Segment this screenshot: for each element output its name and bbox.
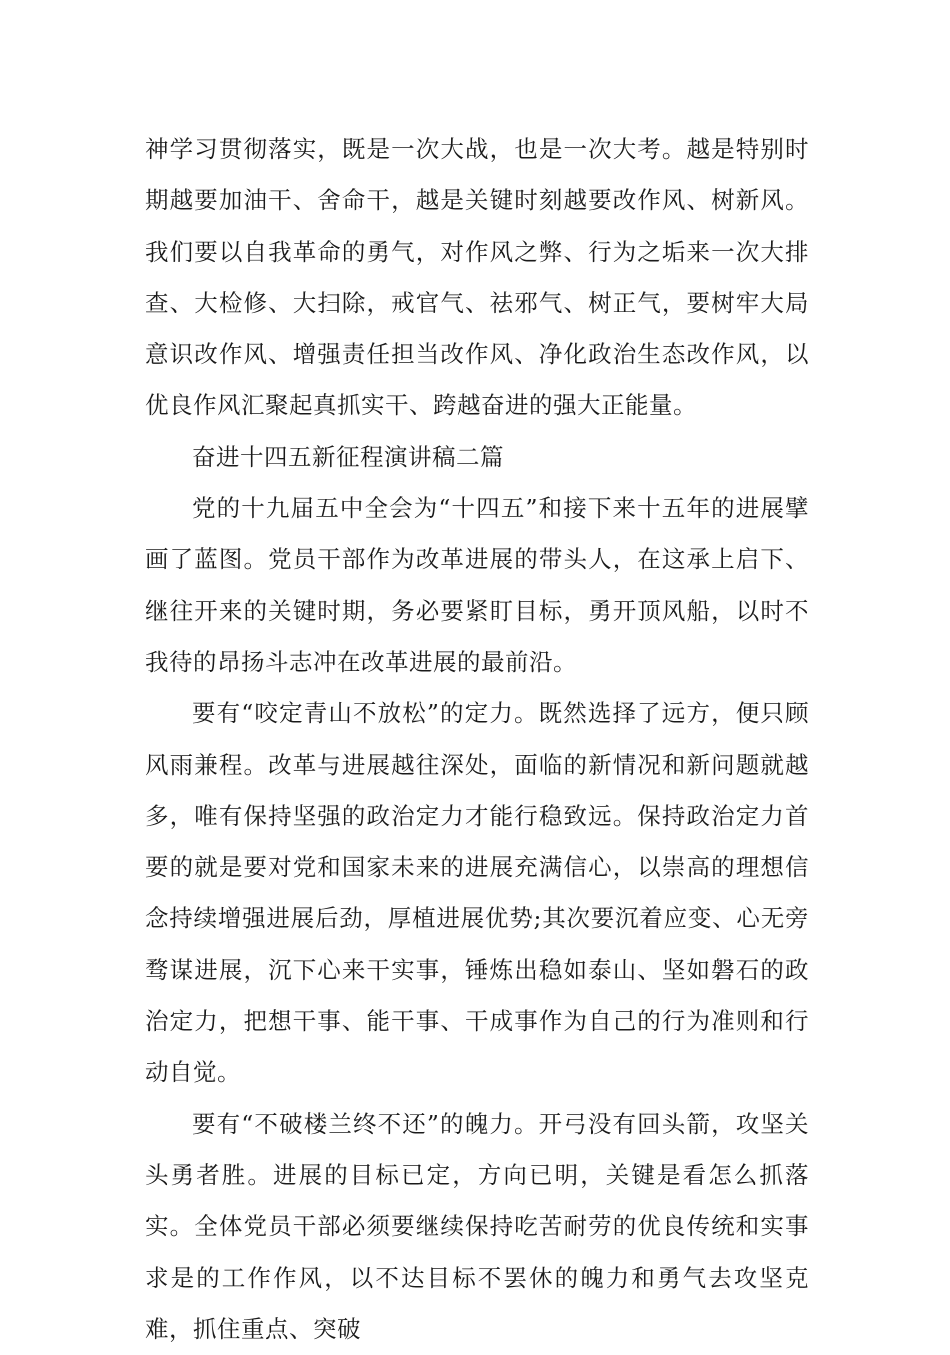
paragraph-courage: 要有“不破楼兰终不还”的魄力。开弓没有回头箭，攻坚关头勇者胜。进展的目标已定，方向已明，关键是看怎么抓落实。全体党员干部必须要继续保持吃苦耐劳的优良传统和实事求是的工作作风，以不达目标不罢休的魄力和勇气去攻坚克难，抓住重点、突破 <box>145 1109 809 1343</box>
paragraph-continued: 神学习贯彻落实，既是一次大战，也是一次大考。越是特别时期越要加油干、舍命干，越是关键时刻越要改作风、树新风。我们要以自我革命的勇气，对作风之弊、行为之垢来一次大排查、大检修、大扫除，戒官气、祛邪气、树正气，要树牢大局意识改作风、增强责任担当改作风、净化政治生态改作风，以优良作风汇聚起真抓实干、跨越奋进的强大正能量。 <box>145 135 809 420</box>
document-body <box>145 124 809 1355</box>
paragraph-intro: 党的十九届五中全会为“十四五”和接下来十五年的进展擘画了蓝图。党员干部作为改革进展的带头人，在这承上启下、继往开来的关键时期，务必要紧盯目标，勇开顶风船，以时不我待的昂扬斗志冲在改革进展的最前沿。 <box>145 494 809 676</box>
paragraph-determination: 要有“咬定青山不放松”的定力。既然选择了远方，便只顾风雨兼程。改革与进展越往深处，面临的新情况和新问题就越多，唯有保持坚强的政治定力才能行稳致远。保持政治定力首要的就是要对党和国家未来的进展充满信心，以崇高的理想信念持续增强进展后劲，厚植进展优势;其次要沉着应变、心无旁骛谋进展，沉下心来干实事，锤炼出稳如泰山、坚如磐石的政治定力，把想干事、能干事、干成事作为自己的行为准则和行动自觉。 <box>145 699 809 1087</box>
section-heading: 奋进十四五新征程演讲稿二篇 <box>192 442 504 471</box>
